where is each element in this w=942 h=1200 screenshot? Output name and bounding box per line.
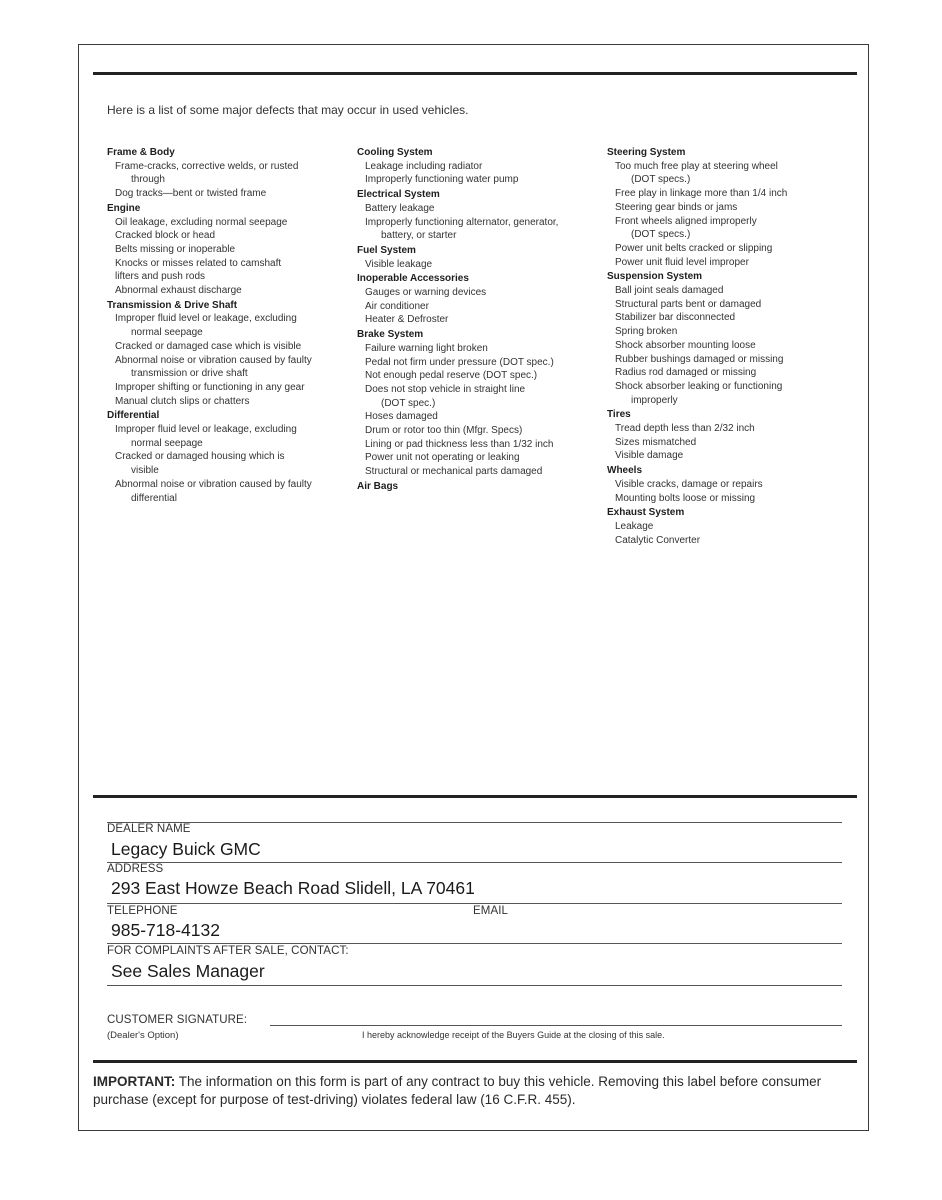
defect-item-text: Structural parts bent or damaged — [615, 298, 762, 310]
defect-section-title: Electrical System — [357, 189, 440, 201]
defect-item — [107, 216, 357, 230]
defect-item-text: Air conditioner — [365, 300, 429, 312]
defect-item — [107, 187, 357, 201]
defect-item — [357, 356, 607, 370]
customer-signature-label: CUSTOMER SIGNATURE: — [107, 1014, 248, 1026]
defect-item — [607, 478, 857, 492]
defect-item — [607, 201, 857, 215]
defects-column-2 — [357, 145, 607, 494]
defect-item-text: (DOT spec.) — [381, 397, 436, 409]
acknowledge-text: I hereby acknowledge receipt of the Buyers Guide at the closing of this sale. — [362, 1030, 665, 1040]
defect-section-title: Wheels — [607, 465, 643, 477]
defect-item-text: Stabilizer bar disconnected — [615, 312, 736, 324]
defect-item-text: Free play in linkage more than 1/4 inch — [615, 188, 788, 200]
defect-item-text: Abnormal noise or vibration caused by faulty — [115, 354, 312, 366]
defect-item-text: Does not stop vehicle in straight line — [365, 383, 526, 395]
defect-item — [607, 520, 857, 534]
defect-section-title: Inoperable Accessories — [357, 273, 469, 285]
defect-item — [357, 160, 607, 174]
address-label: ADDRESS — [107, 863, 164, 875]
defect-item — [357, 173, 607, 187]
defect-item-text: Hoses damaged — [365, 411, 438, 423]
defect-section-title: Exhaust System — [607, 507, 685, 519]
defect-item — [357, 383, 607, 410]
defect-item — [107, 160, 357, 187]
bottom-rule — [93, 1060, 857, 1063]
defect-item-text: Radius rod damaged or missing — [615, 367, 757, 379]
defect-item-text: Gauges or warning devices — [365, 287, 487, 299]
defect-item-text: Sizes mismatched — [615, 436, 697, 448]
defect-section-title: Engine — [107, 202, 141, 214]
defect-item — [357, 451, 607, 465]
defect-item-text: Steering gear binds or jams — [615, 201, 738, 213]
defect-item-text: visible — [131, 465, 159, 477]
defect-item-text: Abnormal noise or vibration caused by faulty — [115, 478, 312, 490]
defect-item-text: Knocks or misses related to camshaft — [115, 257, 282, 269]
defect-item-text: Abnormal exhaust discharge — [115, 285, 242, 297]
defect-item — [607, 284, 857, 298]
defect-item — [607, 215, 857, 242]
signature-line[interactable] — [270, 1025, 842, 1026]
defect-item — [107, 257, 357, 271]
telephone-value[interactable]: 985-718-4132 — [111, 920, 220, 940]
defect-item-text: normal seepage — [131, 437, 203, 449]
defect-item-text: Failure warning light broken — [365, 342, 488, 354]
field-divider — [107, 943, 842, 944]
defect-item — [357, 410, 607, 424]
defect-item-text: Spring broken — [615, 326, 678, 338]
defect-item-text: Belts missing or inoperable — [115, 243, 236, 255]
defect-item — [357, 258, 607, 272]
defect-item-text: Improper shifting or functioning in any gear — [115, 381, 305, 393]
defect-item — [607, 449, 857, 463]
defect-item — [607, 436, 857, 450]
field-divider — [107, 903, 842, 904]
telephone-label: TELEPHONE — [107, 905, 178, 917]
defect-item-text: lifters and push rods — [115, 271, 206, 283]
defects-column-1 — [107, 145, 357, 505]
defect-section-title: Differential — [107, 410, 160, 422]
defect-section-title: Frame & Body — [107, 147, 175, 158]
defect-section-title: Air Bags — [357, 480, 399, 492]
defect-item-text: Not enough pedal reserve (DOT spec.) — [365, 370, 538, 382]
defect-item-text: Shock absorber leaking or functioning — [615, 380, 783, 392]
dealer-name-value[interactable]: Legacy Buick GMC — [111, 839, 261, 859]
complaints-value[interactable]: See Sales Manager — [111, 961, 265, 981]
defect-item-text: Dog tracks—bent or twisted frame — [115, 188, 267, 200]
defect-item-text: differential — [131, 492, 177, 504]
defect-item-text: Lining or pad thickness less than 1/32 inch — [365, 438, 554, 450]
defect-item — [107, 423, 357, 450]
defect-item — [357, 313, 607, 327]
defect-item — [107, 243, 357, 257]
defect-item-text: Cracked or damaged case which is visible — [115, 340, 302, 352]
field-divider — [107, 862, 842, 863]
defect-item — [607, 242, 857, 256]
defect-item-text: Improperly functioning alternator, generator, — [365, 216, 559, 228]
defect-item — [357, 342, 607, 356]
defect-item-text: Visible damage — [615, 450, 684, 462]
defect-item-text: Heater & Defroster — [365, 314, 449, 326]
top-rule — [93, 72, 857, 75]
intro-text: Here is a list of some major defects that may occur in used vehicles. — [107, 103, 469, 117]
defect-item — [607, 380, 857, 407]
defect-item-text: Visible cracks, damage or repairs — [615, 478, 763, 490]
defect-item — [357, 465, 607, 479]
defect-item-text: through — [131, 174, 165, 186]
defect-item-text: Power unit belts cracked or slipping — [615, 242, 773, 254]
defect-section-title: Steering System — [607, 147, 686, 158]
defect-item — [107, 229, 357, 243]
defect-item-text: Visible leakage — [365, 258, 433, 270]
defect-item — [607, 353, 857, 367]
defect-item-text: Too much free play at steering wheel — [615, 160, 778, 172]
dealer-option-note: (Dealer's Option) — [107, 1030, 179, 1041]
defect-item-text: battery, or starter — [381, 230, 457, 242]
defect-item — [607, 298, 857, 312]
defect-item — [607, 256, 857, 270]
mid-rule — [93, 795, 857, 798]
defect-item-text: Leakage — [615, 520, 654, 532]
defect-item — [357, 216, 607, 243]
defect-item — [107, 478, 357, 505]
defect-item-text: Manual clutch slips or chatters — [115, 395, 250, 407]
defect-item — [357, 424, 607, 438]
defect-item-text: Power unit fluid level improper — [615, 256, 749, 268]
defect-item — [607, 534, 857, 548]
defect-item-text: Cracked block or head — [115, 230, 216, 242]
defect-item — [607, 187, 857, 201]
defect-item-text: Improper fluid level or leakage, excluding — [115, 313, 297, 325]
defect-item — [107, 270, 357, 284]
important-text: The information on this form is part of any contract to buy this vehicle. Removing this label before consumer purchase (except for purpose of test-driving) violates federal law (16 C.F.R. 455). — [93, 1074, 822, 1107]
defect-item — [607, 325, 857, 339]
defect-section-title: Fuel System — [357, 244, 416, 256]
defect-item-text: Oil leakage, excluding normal seepage — [115, 216, 288, 228]
complaints-label: FOR COMPLAINTS AFTER SALE, CONTACT: — [107, 945, 349, 957]
defect-item-text: (DOT specs.) — [631, 229, 691, 241]
defect-section-title: Cooling System — [357, 147, 433, 158]
important-lead: IMPORTANT: — [93, 1074, 176, 1089]
defects-column-3 — [607, 145, 857, 547]
defect-item-text: Rubber bushings damaged or missing — [615, 353, 784, 365]
email-label: EMAIL — [473, 905, 509, 917]
defect-item-text: (DOT specs.) — [631, 174, 691, 186]
defect-section-title: Brake System — [357, 329, 424, 341]
defect-item — [357, 300, 607, 314]
defect-item-text: Power unit not operating or leaking — [365, 452, 520, 464]
defect-item-text: Battery leakage — [365, 202, 435, 214]
defect-item-text: Improperly functioning water pump — [365, 174, 519, 186]
defect-item-text: Tread depth less than 2/32 inch — [615, 423, 755, 435]
defect-item-text: Drum or rotor too thin (Mfgr. Specs) — [365, 425, 523, 437]
defect-item — [107, 354, 357, 381]
defect-item-text: Cracked or damaged housing which is — [115, 451, 285, 463]
defect-item — [357, 438, 607, 452]
field-divider — [107, 985, 842, 986]
defect-item — [607, 366, 857, 380]
defect-item — [607, 160, 857, 187]
field-divider — [107, 822, 842, 823]
defect-item — [357, 369, 607, 383]
defect-item — [357, 202, 607, 216]
defect-item-text: Front wheels aligned improperly — [615, 215, 757, 227]
defect-item — [107, 312, 357, 339]
defect-item-text: Improper fluid level or leakage, excluding — [115, 424, 297, 436]
defect-item-text: Pedal not firm under pressure (DOT spec.) — [365, 356, 554, 368]
defect-item-text: Leakage including radiator — [365, 160, 483, 172]
defect-item-text: Frame-cracks, corrective welds, or rusted — [115, 160, 299, 172]
defect-item-text: Ball joint seals damaged — [615, 285, 724, 297]
defect-item — [607, 422, 857, 436]
dealer-name-label: DEALER NAME — [107, 823, 191, 835]
defect-item — [607, 339, 857, 353]
defect-item-text: improperly — [631, 394, 678, 406]
defect-item — [607, 311, 857, 325]
defect-item — [107, 381, 357, 395]
defect-item — [357, 286, 607, 300]
important-notice — [93, 1073, 853, 1109]
defect-item-text: Catalytic Converter — [615, 534, 701, 546]
defect-item-text: normal seepage — [131, 327, 203, 339]
defect-section-title: Transmission & Drive Shaft — [107, 299, 238, 311]
defect-item-text: Structural or mechanical parts damaged — [365, 466, 543, 478]
defect-item — [107, 340, 357, 354]
defect-item — [107, 450, 357, 477]
defect-item-text: transmission or drive shaft — [131, 368, 248, 380]
defect-item — [107, 395, 357, 409]
defect-item-text: Mounting bolts loose or missing — [615, 492, 756, 504]
address-value[interactable]: 293 East Howze Beach Road Slidell, LA 70461 — [111, 878, 475, 898]
defect-section-title: Suspension System — [607, 271, 703, 283]
defect-item-text: Shock absorber mounting loose — [615, 339, 756, 351]
defect-item — [607, 492, 857, 506]
defect-section-title: Tires — [607, 409, 631, 421]
defect-item — [107, 284, 357, 298]
